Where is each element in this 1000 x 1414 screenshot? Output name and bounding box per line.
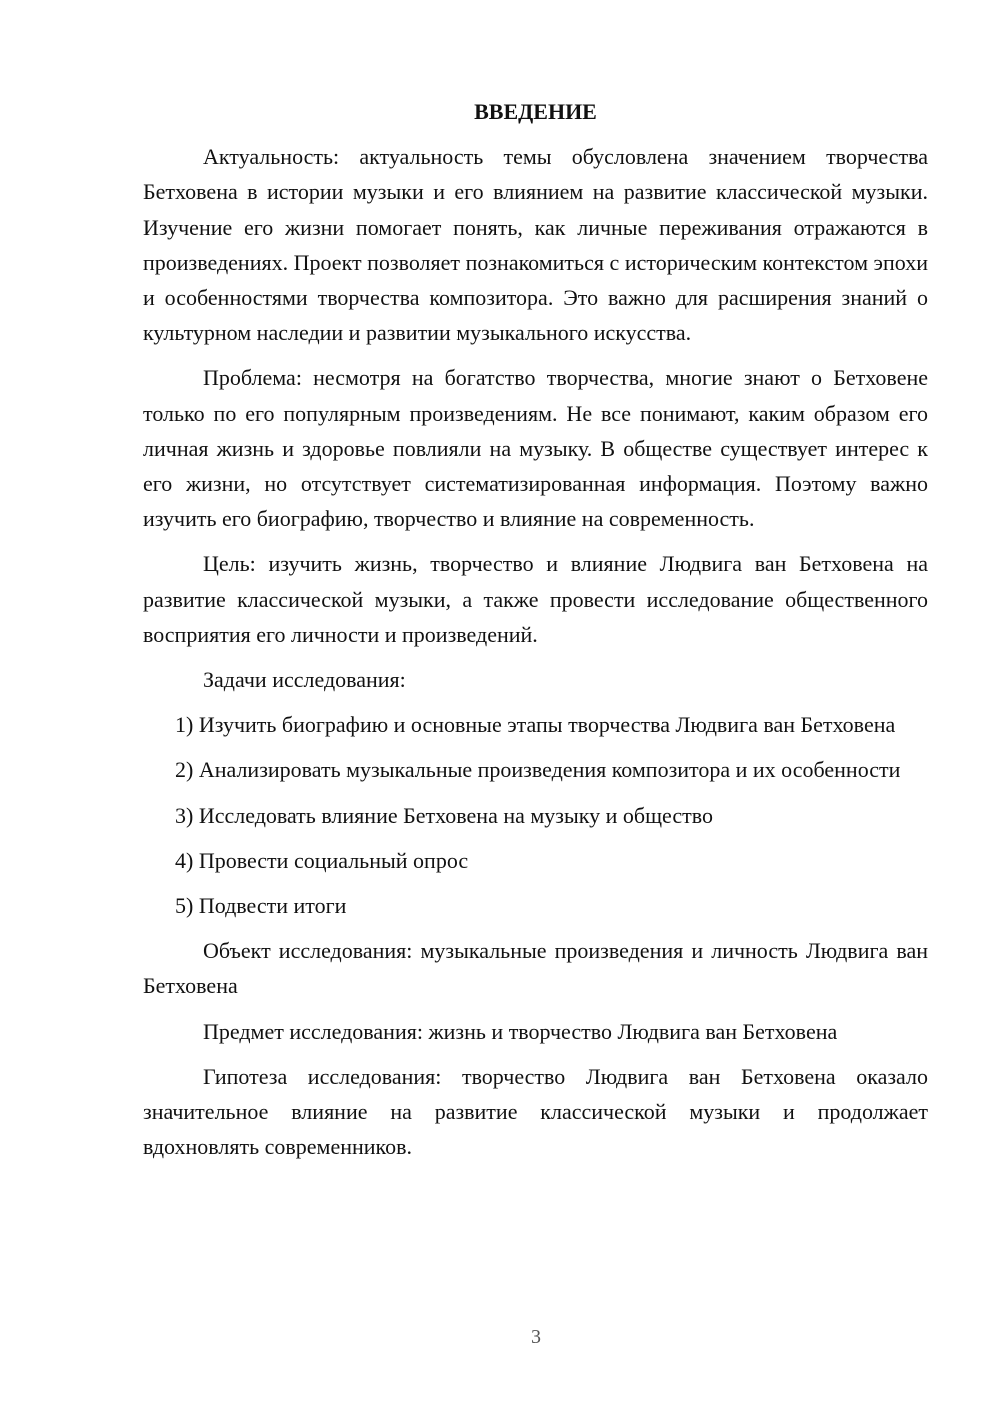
task-item-4: 4) Провести социальный опрос (175, 847, 469, 873)
section-heading: ВВЕДЕНИЕ (474, 99, 597, 124)
subject-paragraph: Предмет исследования: жизнь и творчество Людвига ван Бетховена (203, 1018, 838, 1044)
relevance-paragraph: Актуальность: актуальность темы обусловлена значением творчества Бетховена в истории музыки и его влиянием на развитие классической музыки. Изучение его жизни помогает понять, как личные переживания отражаются в произведениях. Проект позволяет познакомиться с историческим контекстом эпохи и особенностями творчества композитора. Это важно для расширения знаний о культурном наследии и развитии музыкального искусства. (143, 144, 928, 346)
hypothesis-paragraph: Гипотеза исследования: творчество Людвига ван Бетховена оказало значительное влияние на развитие классической музыки и продолжает вдохновлять современников. (143, 1063, 928, 1160)
goal-paragraph: Цель: изучить жизнь, творчество и влияние Людвига ван Бетховена на развитие классической музыки, а также провести исследование общественного восприятия его личности и произведений. (143, 551, 928, 647)
page-number: 3 (531, 1326, 541, 1348)
tasks-title: Задачи исследования: (203, 667, 406, 693)
task-item-5: 5) Подвести итоги (175, 893, 347, 919)
task-item-3: 3) Исследовать влияние Бетховена на музыку и общество (175, 802, 713, 828)
task-item-2: 2) Анализировать музыкальные произведения композитора и их особенности (175, 757, 901, 783)
object-paragraph: Объект исследования: музыкальные произведения и личность Людвига ван Бетховена (143, 938, 928, 999)
task-item-1: 1) Изучить биографию и основные этапы творчества Людвига ван Бетховена (175, 712, 896, 738)
problem-paragraph: Проблема: несмотря на богатство творчества, многие знают о Бетховене только по его популярным произведениям. Не все понимают, каким образом его личная жизнь и здоровье повлияли на музыку. В обществе существует интерес к его жизни, но отсутствует систематизированная информация. Поэтому важно изучить его биографию, творчество и влияние на современность. (143, 365, 928, 532)
document-page (143, 94, 928, 1174)
